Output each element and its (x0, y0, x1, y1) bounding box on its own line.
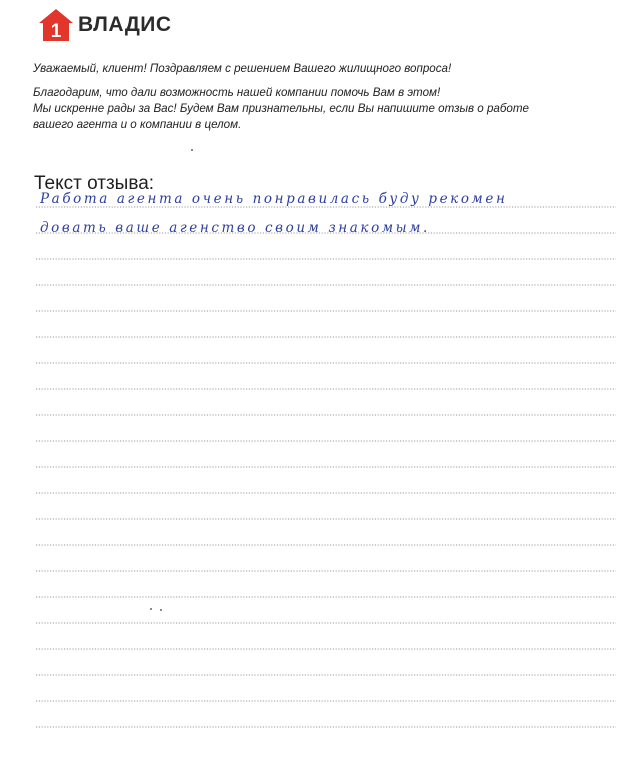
paper-speck (160, 609, 162, 611)
handwritten-review-line: довать ваше агенство своим знакомым. (40, 220, 430, 236)
greeting-text: Уважаемый, клиент! Поздравляем с решением Вашего жилищного вопроса! (33, 62, 452, 75)
paper-speck (191, 149, 193, 151)
ruled-lines (36, 0, 616, 768)
logo-digit: 1 (50, 21, 62, 42)
handwritten-review-line: Работа агента очень понравилась буду рекомен (40, 191, 508, 207)
thanks-line-3: вашего агента и о компании в целом. (33, 118, 242, 131)
thanks-line-2: Мы искренне рады за Вас! Будем Вам признательны, если Вы напишите отзыв о работе (33, 102, 529, 115)
thanks-line-1: Благодарим, что дали возможность нашей компании помочь Вам в этом! (33, 86, 441, 99)
brand-name: ВЛАДИС (78, 13, 172, 36)
review-heading: Текст отзыва: (34, 173, 155, 194)
paper-speck (150, 608, 152, 610)
